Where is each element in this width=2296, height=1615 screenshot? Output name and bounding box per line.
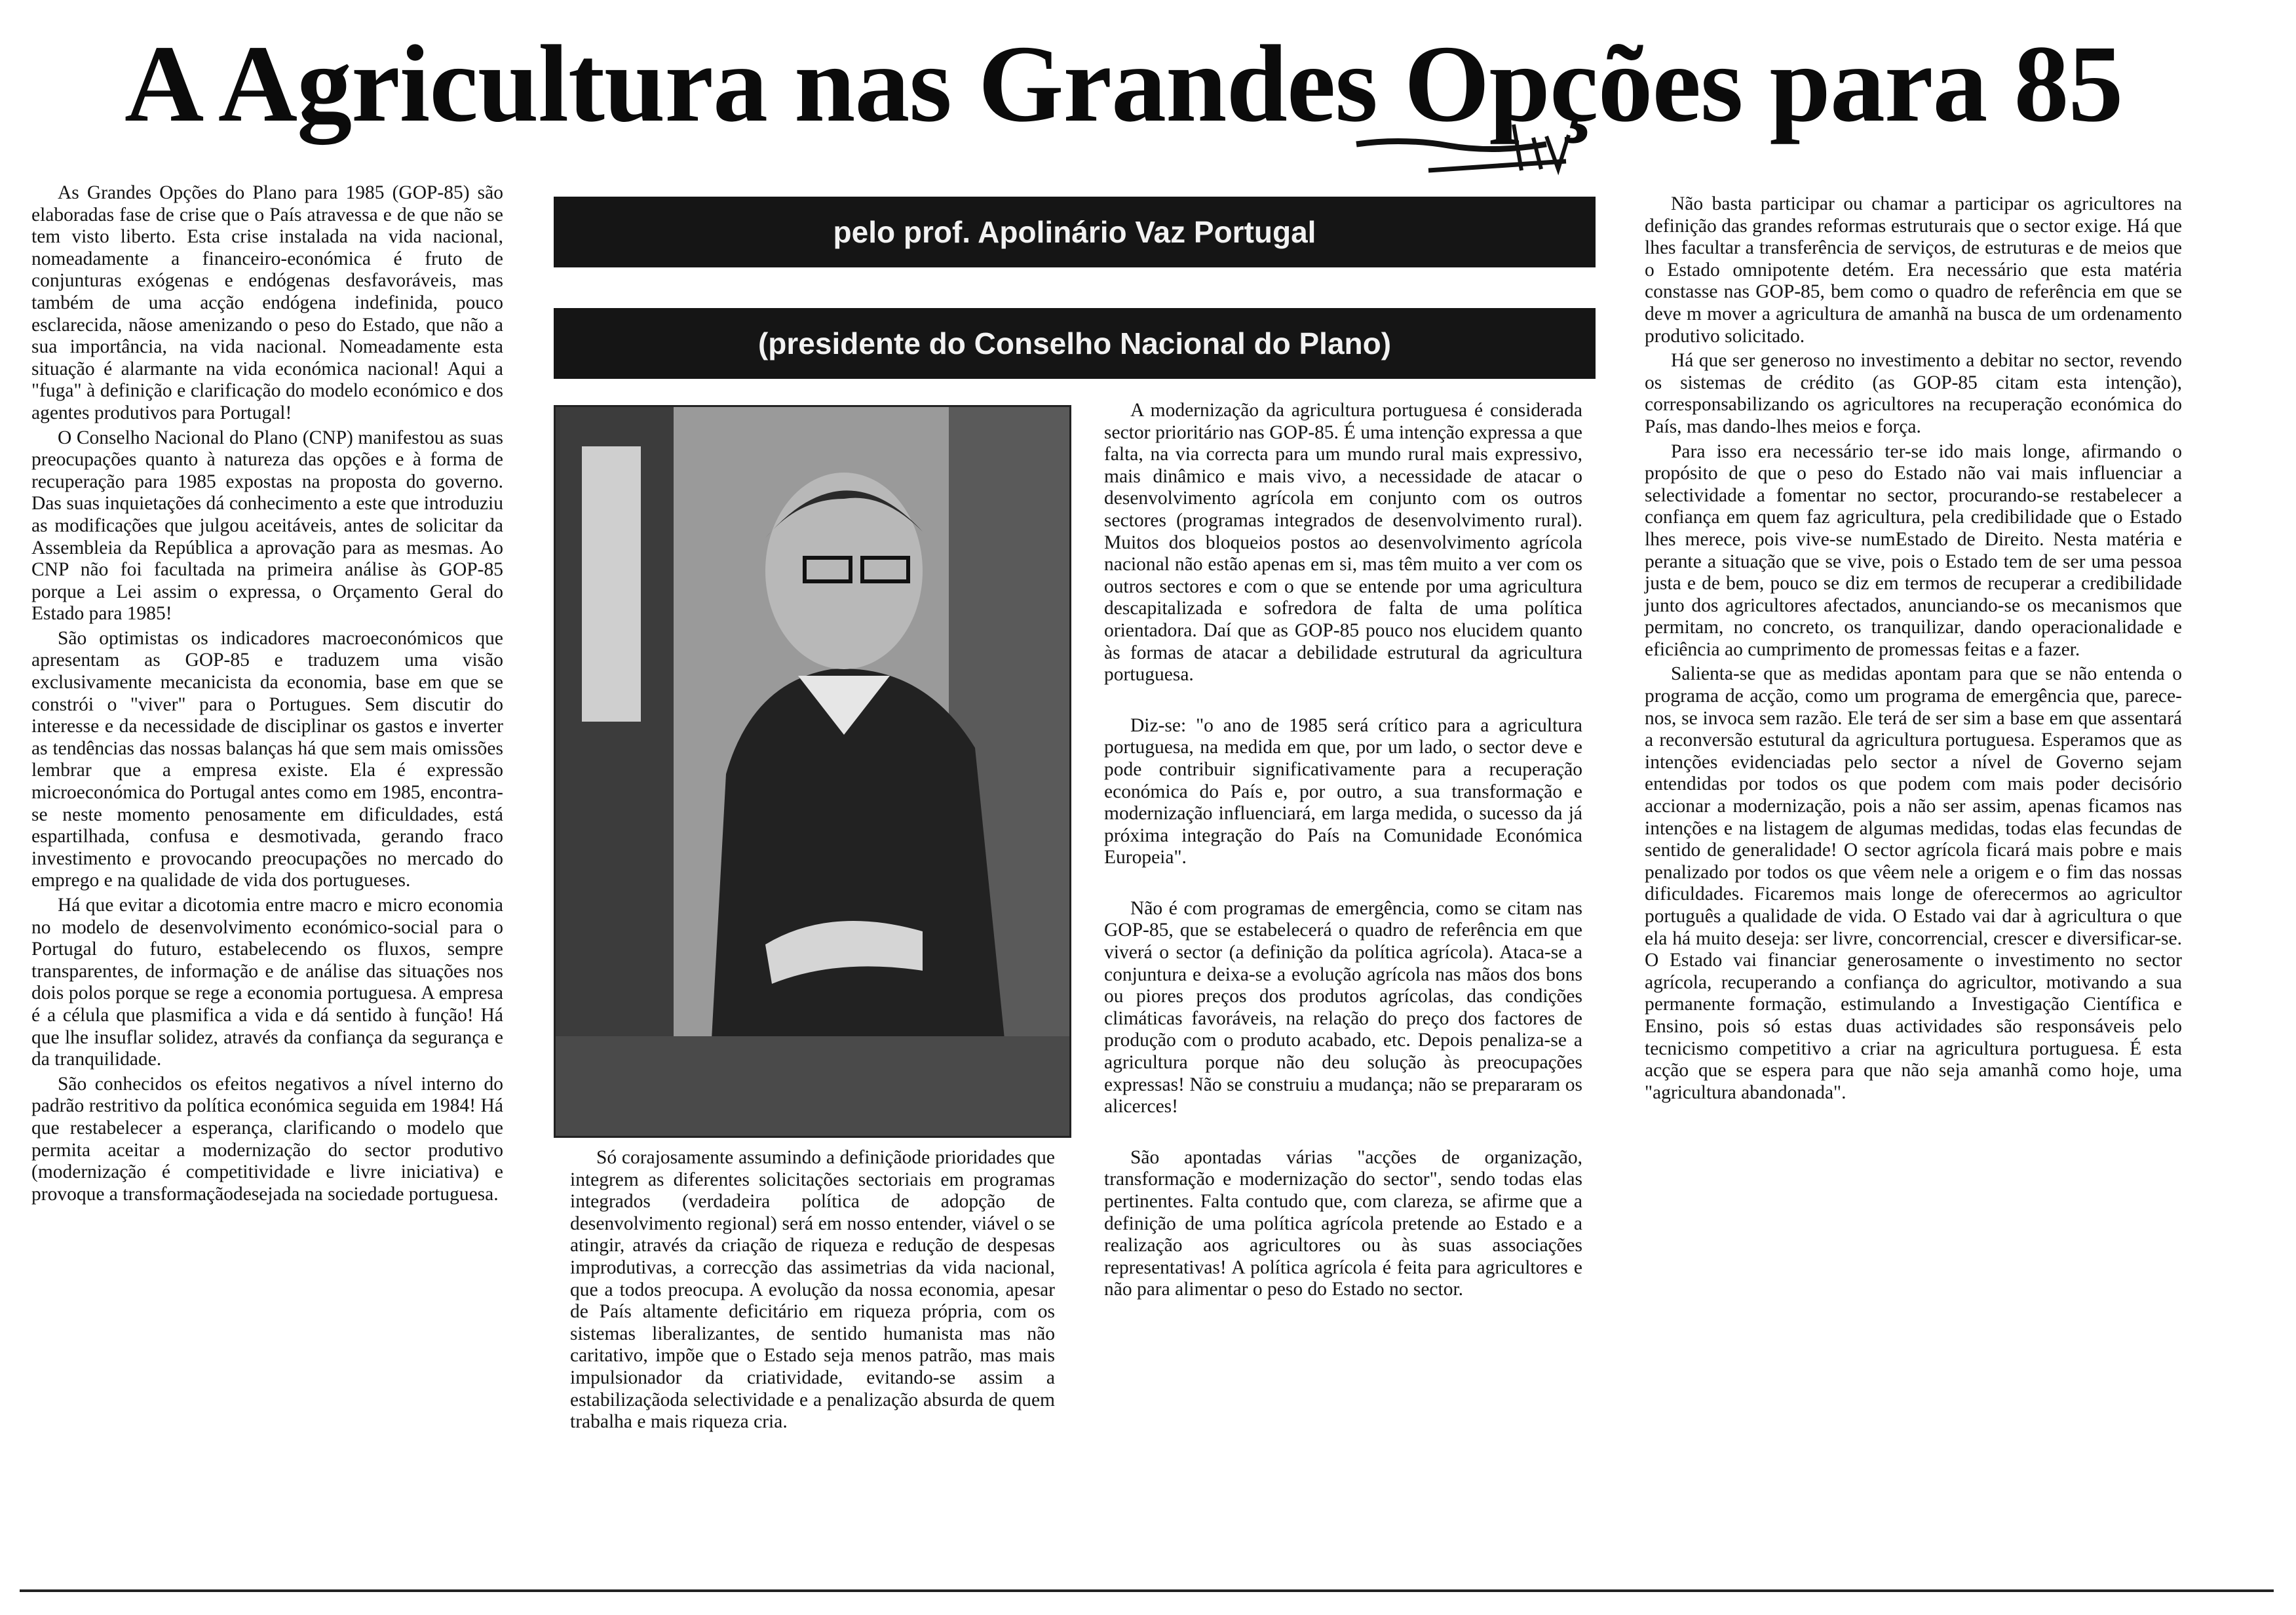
paragraph: São conhecidos os efeitos negativos a nível interno do padrão restritivo da política económica seguida em 1984! Há que restabelecer a esperança, clarificando o modelo que permita aceitar a modernização do sector produtivo (modernização é competitividade e livre iniciativa) e provoque a transformaçãodesejada na sociedade portuguesa. <box>31 1073 503 1205</box>
byline-banner: pelo prof. Apolinário Vaz Portugal <box>554 197 1596 267</box>
article-column-1 <box>31 182 503 1578</box>
article-column-4 <box>1645 193 2182 1583</box>
paragraph: As Grandes Opções do Plano para 1985 (GOP-85) são elaboradas fase de crise que o País atravessa e de que não se tem visto liberto. Esta crise instalada na vida nacional, nomeadamente a financeiro-económica é fruto de conjunturas exógenas e endógenas desfavoráveis, mas também de uma acção endógena indefinida, pouco esclarecida, nãose amenizando o peso do Estado, que não a sua importância, na vida nacional. Nomeadamente esta situação é alarmante na vida económica nacional! Aqui a "fuga" à definição e clarificação do modelo económico e dos agentes produtivos para Portugal! <box>31 182 503 423</box>
article-column-3 <box>1104 400 1582 1593</box>
role-banner: (presidente do Conselho Nacional do Plano) <box>554 308 1596 379</box>
paragraph: Há que evitar a dicotomia entre macro e micro economia no modelo de desenvolvimento económico-social para o Portugal do futuro, estabelecendo os fluxos, sempre transparentes, de informação e de análise das situações nos dois polos porque se rege a economia portuguesa. A empresa é a célula que plasmifica a vida e dá sentido à função! Há que lhe insuflar solidez, através da confiança da segurança e da tranquilidade. <box>31 895 503 1070</box>
paragraph: A modernização da agricultura portuguesa é considerada sector prioritário nas GOP-85. É uma intenção expressa a que falta, na via correcta para um mundo rural mais expressivo, mais dinâmico e mais vivo, a necessidade de atacar o desenvolvimento agrícola em conjunto com os outros sectores (programas integrados de desenvolvimento rural). Muitos dos bloqueios postos ao desenvolvimento agrícola nacional não estão apenas em si, mas têm muito a ver com os outros sectores e com o que se entende por uma agricultura descapitalizada e sofredora de falta de uma política orientadora. Daí que as GOP-85 pouco nos elucidem quanto às formas de atacar a debilidade estrutural da agricultura portuguesa. <box>1104 400 1582 686</box>
paragraph: Para isso era necessário ter-se ido mais longe, afirmando o propósito de que o peso do Estado não vai mais influenciar a selectividade a fomentar no sector, procurando-se restabelecer a confiança em quem faz agricultura, pela credibilidade que o Estado lhes merece, pois vive-se numEstado de Direito. Nesta matéria e perante a situação que se vive, pois o Estado tem de ser uma pessoa justa e de bem, pouco se diz em termos de recuperar a credibilidade junto dos agricultores afectados, anunciando-se os mecanismos que permitam, no concreto, os tranquilizar, dando operacionalidade e eficiência ao cumprimento de promessas feitas e a fazer. <box>1645 440 2182 660</box>
paragraph: Salienta-se que as medidas apontam para que se não entenda o programa de acção, como um programa de emergência que, parece-nos, se invoca sem razão. Ele terá de ser sim a base em que assentará a reconversão estutural da agricultura portuguesa. Esperamos que as intenções evidenciadas pelo sector a nível de Governo sejam entendidas por todos os que podem com mais poder decisório accionar a modernização, pois a não ser assim, apenas ficamos nas intenções e na listagem de algumas medidas, todas elas fecundas de sentido de generalidade! O sector agrícola ficará mais pobre e mais penalizado por todos os que vêem nele a origem e o fim das nossas dificuldades. Ficaremos mais longe de oferecermos ao agricultor português a qualidade de vida. O Estado vai dar à agricultura o que ela há muito deseja: ser livre, concorrencial, crescer e diversificar-se. O Estado vai financiar generosamente o investimento no sector agrícola, recuperando a confiança do agricultor, motivando a sua permanente formação, estimulando a Investigação Científica e Ensino, pois só estas duas actividades são responsáveis pelo tecnicismo competitivo a criar na agricultura portuguesa. É esta acção que se espera para que não seja amanhã como hoje, uma "agricultura abandonada". <box>1645 663 2182 1103</box>
bottom-rule <box>20 1589 2274 1592</box>
paragraph: Não basta participar ou chamar a participar os agricultores na definição das grandes reformas estruturais que o sector exige. Há que lhes facultar a transferência de serviços, de estruturas e de meios que o Estado omnipotente detém. Era necessário que esta matéria constasse nas GOP-85, bem como o quadro de referência em que se deve m mover a agricultura de amanhã na busca de um ordenamento produtivo solicitado. <box>1645 193 2182 347</box>
paragraph: Diz-se: "o ano de 1985 será crítico para a agricultura portuguesa, na medida em que, por um lado, o sector deve e pode contribuir significativamente para a recuperação económica do País e, por outro, a sua transformação e modernização influenciará, em larga medida, o sucesso da já próxima integração do País na Comunidade Económica Europeia". <box>1104 714 1582 868</box>
paragraph: São apontadas várias "acções de organização, transformação e modernização do sector", sendo todas elas pertinentes. Falta contudo que, com clareza, se afirme que a definição de uma política agrícola pretende ao Estado e a realização aos agricultores ou às suas associações representativas! A política agrícola é feita para agricultores e não para alimentar o peso do Estado no sector. <box>1104 1146 1582 1300</box>
paragraph: O Conselho Nacional do Plano (CNP) manifestou as suas preocupações quanto à natureza das opções e à forma de recuperação para 1985 expostas na proposta do governo. Das suas inquietações dá conhecimento a este que introduziu as modificações que julgou aceitáveis, antes de solicitar da Assembleia da República a aprovação para as mesmas. Ao CNP não foi facultada na primeira análise às GOP-85 porque a Lei assim o expressa, o Orçamento Geral do Estado para 1985! <box>31 427 503 625</box>
article-column-2 <box>570 1147 1055 1566</box>
paragraph: Só corajosamente assumindo a definiçãode prioridades que integrem as diferentes solicitações sectoriais em programas integrados (verdadeira política de adopção de desenvolvimento regional) será em nosso entender, viável o se atingir, através da criação de riqueza e redução de despesas improdutivas, a correcção das assimetrias da vida nacional, que a todos preocupa. A evolução da nossa economia, apesar de País altamente deficitário em riqueza própria, com os sistemas liberalizantes, de sentido humanista mas não caritativo, impõe que o Estado seja menos patrão, mas mais impulsionador da criatividade, evitando-se assim a estabilizaçãoda selectividade e a penalização absurda de quem trabalha e mais riqueza cria. <box>570 1147 1055 1433</box>
portrait-photo <box>554 405 1071 1138</box>
paragraph: Não é com programas de emergência, como se citam nas GOP-85, que se estabelecerá o quadro de referência em que viverá o sector (a definição da política agrícola). Ataca-se a conjuntura e deixa-se a evolução agrícola nas mãos dos bons ou piores preços dos produtos agrícolas, das condições climáticas favoráveis, na relação do preço dos factores de produção com o produto acabado, etc. Depois penaliza-se a agricultura porque não deu solução às preocupações expressas! Não se construiu a mudança; não se prepararam os alicerces! <box>1104 897 1582 1118</box>
paragraph: São optimistas os indicadores macroeconómicos que apresentam as GOP-85 e traduzem uma visão exclusivamente mecanicista da economia, base em que se constrói o "viver" para o Portugues. Sem discutir do interesse e da necessidade de disciplinar os gastos e inverter as tendências das nossas balanças há que sem mais omissões lembrar que a empresa existe. Ela é expressão microeconómica do Portugal antes como em 1985, encontra-se neste momento penosamente em dificuldades, está espartilhada, confusa e desmotivada, gerando fraco investimento e provocando preocupações no mercado do emprego e na qualidade de vida dos portugueses. <box>31 627 503 891</box>
paragraph: Há que ser generoso no investimento a debitar no sector, revendo os sistemas de crédito (as GOP-85 citam esta intenção), corresponsabilizando os agricultores na recuperação económica do País, mas dando-lhes meios e força. <box>1645 350 2182 437</box>
headline: A Agricultura nas Grandes Opções para 85 <box>124 23 2123 145</box>
handwritten-annotation <box>1350 98 1651 190</box>
